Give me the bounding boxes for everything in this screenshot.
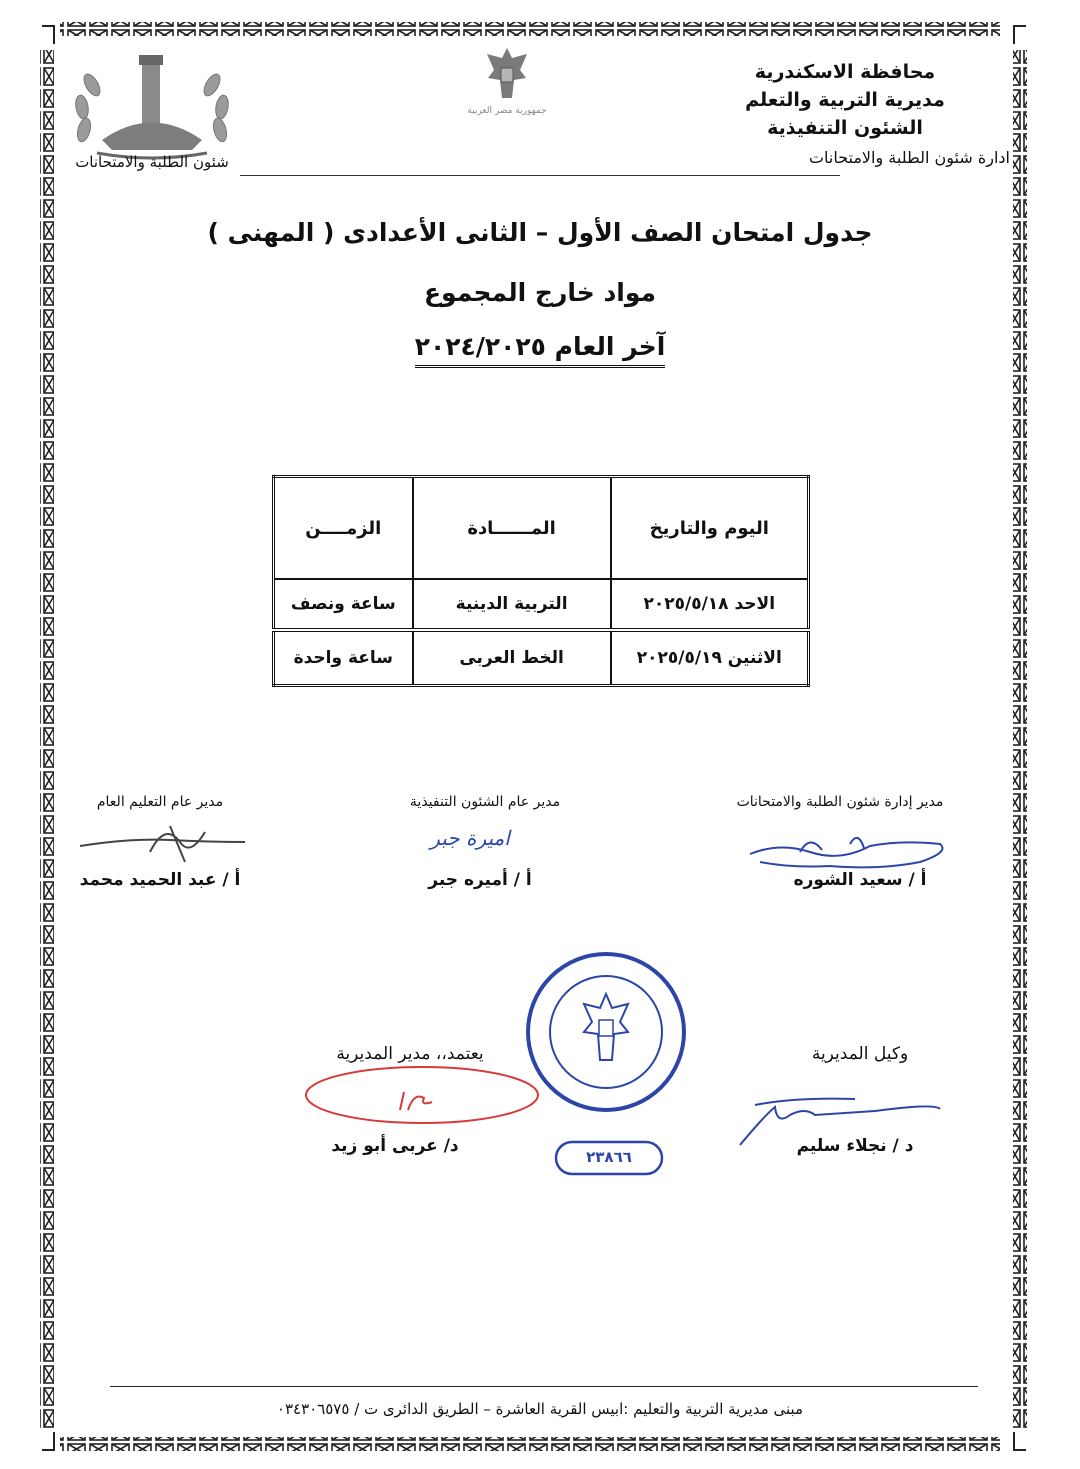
signature-title-left: مدير عام التعليم العام [96,794,224,810]
official-stamp [524,950,689,1115]
signature-name-director: د/ عربى أبو زيد [331,1136,459,1156]
row-time: ساعة ونصف [274,579,413,630]
header-divider [240,175,840,176]
affairs-name: الشئون التنفيذية [767,117,923,139]
red-circle-mark [300,1060,545,1130]
table-row [274,579,809,630]
header-subject: المــــــادة [413,477,611,580]
academic-year [0,332,1080,361]
academic-year-text: آخر العام ٢٠٢٤/٢٠٢٥ [415,332,666,368]
row-time: ساعة واحدة [274,630,413,686]
row-date: الاحد ٢٠٢٥/٥/١٨ [611,579,809,630]
department-name: ادارة شئون الطلبة والامتحانات [808,148,1010,167]
signature-title-deputy: وكيل المديرية [811,1044,909,1064]
signature-title-middle: مدير عام الشئون التنفيذية [409,794,561,810]
signature-name-right: أ / سعيد الشوره [793,870,927,890]
seal-caption: جمهورية مصر العربية [467,106,547,116]
header-block [680,58,1010,172]
signature-name-deputy: د / نجلاء سليم [796,1136,914,1156]
document-subtitle: مواد خارج المجموع [423,278,657,307]
row-date: الاثنين ٢٠٢٥/٥/١٩ [611,630,809,686]
signature-left-scribble [70,812,250,872]
row-subject: الخط العربى [413,630,611,686]
directorate-name: مديرية التربية والتعلم [745,89,945,111]
exam-schedule-table [272,475,810,687]
signature-title-right: مدير إدارة شئون الطلبة والامتحانات [736,794,944,810]
footer-divider [110,1386,978,1387]
stamp-number: ٢٣٨٦٦ [586,1148,632,1166]
row-subject: التربية الدينية [413,579,611,630]
governorate-name: محافظة الاسكندرية [754,61,936,83]
header-time: الزمــــن [274,477,413,580]
left-logo-caption: شئون الطلبة والامتحانات [75,153,229,171]
signature-title-director: يعتمد،، مدير المديرية [336,1044,484,1064]
table-row [274,630,809,686]
signature-name-middle: أ / أميره جبر [428,870,532,890]
footer-address: مبنى مديرية التربية والتعليم :ابيس القرية العاشرة – الطريق الدائرى ت / ٠٣٤٣٠٦٥٧٥ [276,1400,804,1418]
table-header-row [274,477,809,580]
signature-name-left: أ / عبد الحميد محمد [79,870,241,890]
students-affairs-logo [62,45,242,170]
signature-middle-handwriting: اميرة جبر [430,826,510,850]
egypt-eagle-emblem [482,44,532,106]
header-date: اليوم والتاريخ [611,477,809,580]
document-title: جدول امتحان الصف الأول – الثانى الأعدادى ( المهنى ) [207,218,873,247]
